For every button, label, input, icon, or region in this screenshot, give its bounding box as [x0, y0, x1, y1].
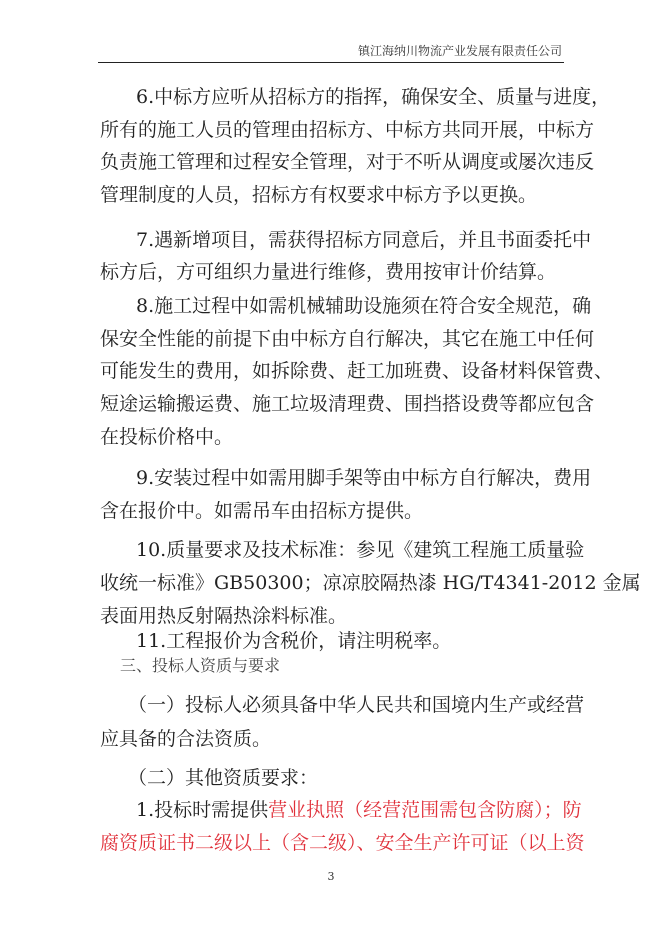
text-line: （一）投标人必须具备中华人民共和国境内生产或经营 — [128, 694, 585, 716]
text-line-highlighted — [136, 798, 582, 822]
text-line: 应具备的合法资质。 — [100, 728, 272, 750]
text-line: 7.遇新增项目，需获得招标方同意后，并且书面委托中 — [136, 229, 592, 251]
text-line: 在投标价格中。 — [100, 426, 234, 448]
text-line: 含在报价中。如需吊车由招标方提供。 — [100, 500, 424, 522]
text-line: 短途运输搬运费、施工垃圾清理费、围挡搭设费等都应包含 — [100, 393, 595, 415]
text-line: 11.工程报价为含税价，请注明税率。 — [136, 630, 452, 652]
text-line: 9.安装过程中如需用脚手架等由中标方自行解决，费用 — [136, 467, 592, 489]
text-line: 6.中标方应听从招标方的指挥，确保安全、质量与进度， — [136, 86, 611, 108]
text-highlight: 营业执照（经营范围需包含防腐）；防 — [268, 799, 582, 821]
text-highlight: 腐资质证书二级以上（含二级）、安全生产许可证（以上资 — [100, 832, 585, 854]
text-line: 8.施工过程中如需机械辅助设施须在符合安全规范，确 — [136, 295, 592, 317]
text-plain: 1.投标时需提供 — [136, 799, 269, 821]
text-line: 所有的施工人员的管理由招标方、中标方共同开展，中标方 — [100, 119, 595, 141]
text-line: 管理制度的人员，招标方有权要求中标方予以更换。 — [100, 184, 538, 206]
header-rule — [98, 62, 564, 63]
text-line: 保安全性能的前提下由中标方自行解决，其它在施工中任何 — [100, 328, 595, 350]
text-line: 标方后，方可组织力量进行维修，费用按审计价结算。 — [100, 261, 557, 283]
text-line: 10.质量要求及技术标准：参见《建筑工程施工质量验 — [136, 539, 585, 561]
text-line: （二）其他资质要求： — [128, 767, 319, 789]
text-line: 可能发生的费用，如拆除费、赶工加班费、设备材料保管费、 — [100, 360, 614, 382]
section-heading: 三、投标人资质与要求 — [120, 656, 281, 675]
page-number: 3 — [327, 870, 335, 883]
page-header-company: 镇江海纳川物流产业发展有限责任公司 — [357, 44, 562, 58]
text-line: 收统一标准》GB50300；凉凉胶隔热漆 HG/T4341-2012 金属 — [100, 572, 641, 594]
text-line: 负责施工管理和过程安全管理，对于不听从调度或屡次违反 — [100, 151, 595, 173]
text-line: 表面用热反射隔热涂料标准。 — [100, 605, 348, 627]
